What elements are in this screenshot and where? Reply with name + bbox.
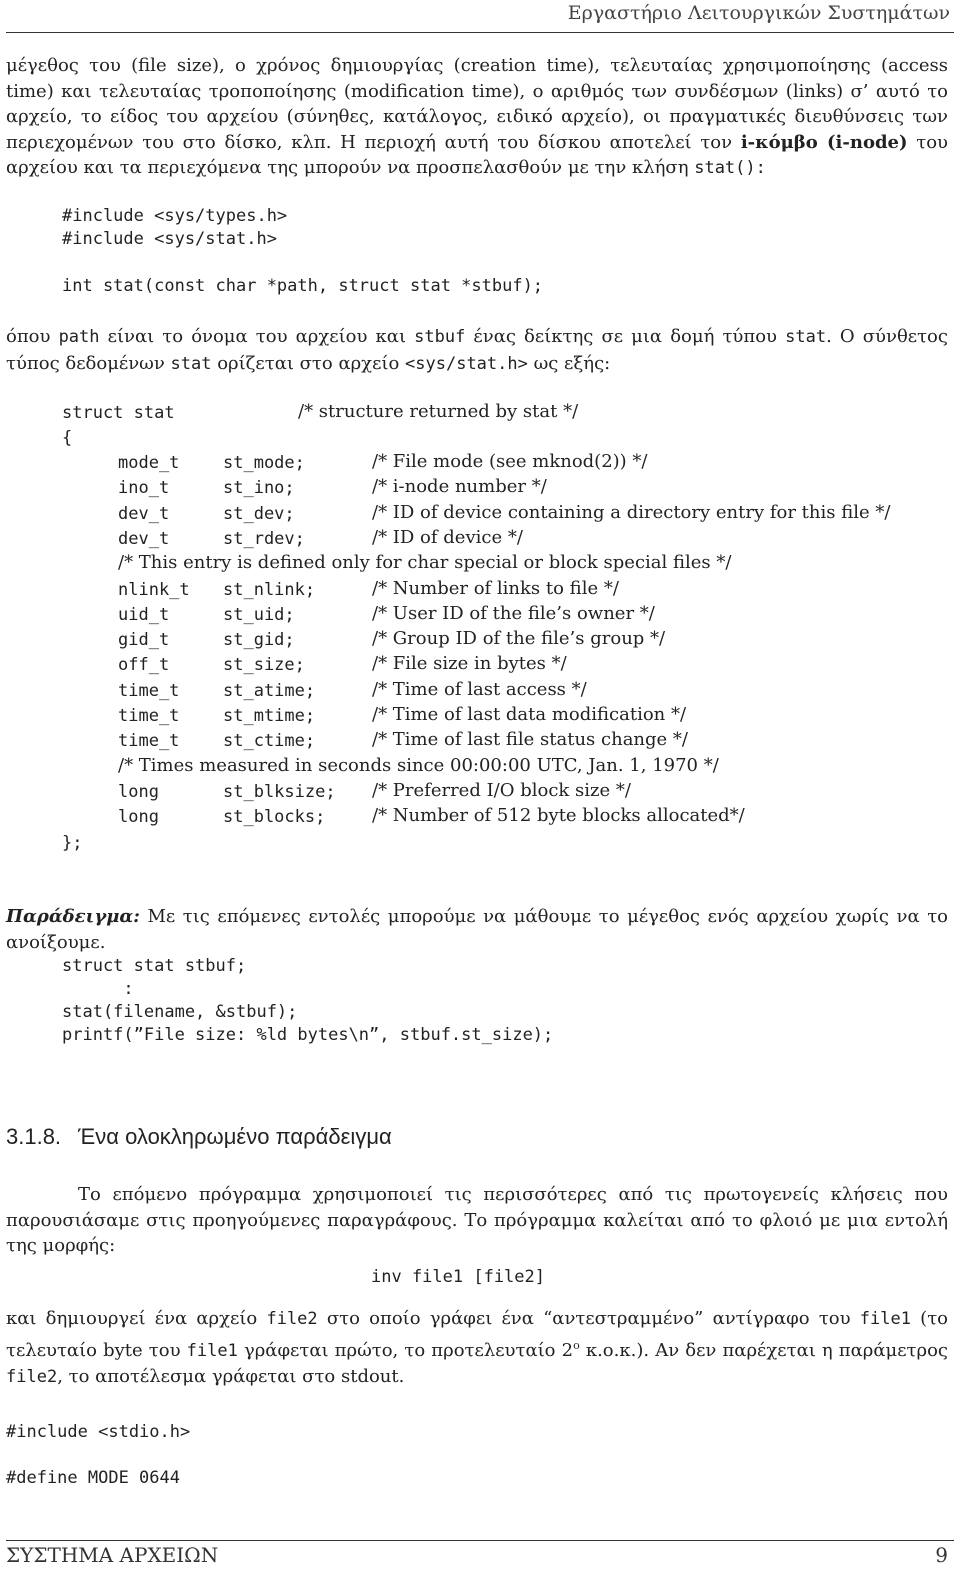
header-file: <sys/stat.h> [405,353,528,374]
example-label: Παράδειγμα: [6,906,140,927]
field-comment: /* ID of device */ [372,526,523,548]
field-comment: /* i-node number */ [372,476,547,498]
intro-text-2: του αρχείου και τα περιεχόμενα της μπορούν να προσπελασθούν με την κλήση [6,131,948,178]
field-name: st_rdev; [223,528,305,549]
field-comment: /* Preferred I/O block size */ [372,779,631,801]
field-type: off_t [118,655,170,676]
where-text: είναι το όνομα του αρχείου και [99,326,415,347]
field-type: mode_t [118,453,180,473]
intro-paragraph [6,53,948,182]
field-type: nlink_t [118,579,190,600]
file2-term: file2 [6,1367,58,1387]
inv-description-paragraph [6,1306,948,1391]
field-name: st_gid; [223,630,295,651]
struct-note: /* Times measured in seconds since 00:00:00 UTC, Jan. 1, 1970 */ [118,754,719,776]
intro-text-1: μέγεθος του (file size), ο χρόνος δημιουργίας (creation time), τελευταίας χρησιμοποίησης (access time) και τελευταίας τροποποίησης (modification time), ο αριθμός των συνδέσμων (links) σ’ αυτό το αρχείο, το είδος του αρχείου (σύνηθες, κατάλογος, ειδικό αρχείο), οι πραγματικές διευθύνσεις των περιεχομένων του στο δίσκο, κλπ. Η περιοχή αυτή του δίσκου αποτελεί τον [6,55,948,153]
file1-term: file1 [859,1309,911,1329]
field-type: time_t [118,731,180,752]
field-type: time_t [118,706,180,726]
section-heading [6,1124,392,1150]
section-title: Ένα ολοκληρωμένο παράδειγμα [78,1124,392,1149]
field-name: st_mtime; [223,706,316,726]
field-type: dev_t [118,528,170,549]
field-name: st_mode; [223,453,305,473]
stat-call: stat(): [694,158,766,178]
include-types: #include <sys/types.h> [62,206,288,226]
where-text: ένας δείκτης σε μια δομή τύπου [465,326,786,347]
command-line: inv file1 [file2] [371,1267,545,1287]
field-comment: /* File mode (see mknod(2)) */ [372,451,648,472]
struct-open: struct stat [62,403,175,423]
field-name: st_nlink; [223,579,316,600]
desc-text: στο οποίο γράφει ένα “αντεστραμμένο” αντίγραφο του [317,1308,860,1329]
field-type: dev_t [118,503,170,524]
footer-chapter: ΣΥΣΤΗΜΑ ΑΡΧΕΙΩΝ [6,1543,219,1567]
where-text: ορίζεται στο αρχείο [211,352,406,374]
field-comment: /* Group ID of the file’s group */ [372,628,666,650]
section-number: 3.1.8. [6,1124,62,1149]
field-type: time_t [118,680,180,701]
path-term: path [58,327,100,347]
field-name: st_ino; [223,478,295,499]
program-intro-paragraph: Το επόμενο πρόγραμμα χρησιμοποιεί τις περισσότερες από τις πρωτογενείς κλήσεις που παρουσιάσαμε στις προηγούμενες παραγράφους. Το πρόγραμμα καλείται από το φλοιό με μια εντολή της μορφής: [6,1184,948,1256]
field-name: st_atime; [223,680,316,701]
inode-term: i-κόμβο (i-node) [740,131,908,153]
ordinal-superscript: ο [573,1338,580,1352]
example-code-2: : [62,979,134,999]
example-text: Με τις επόμενες εντολές μπορούμε να μάθουμε το μέγεθος ενός αρχείου χωρίς να το ανοίξουμε. [6,906,948,953]
field-name: st_uid; [223,604,295,625]
field-type: gid_t [118,630,170,651]
field-comment: /* Time of last file status change */ [372,729,688,751]
define-mode: #define MODE 0644 [6,1468,180,1488]
field-comment: /* User ID of the file’s owner */ [372,602,655,624]
example-paragraph [6,904,948,955]
field-type: long [118,807,159,828]
where-text: όπου [6,326,59,347]
field-name: st_dev; [223,503,295,524]
stat-term: stat [170,353,212,374]
example-code-1: struct stat stbuf; [62,956,247,976]
desc-text: και δημιουργεί ένα αρχείο [6,1308,267,1329]
struct-note: /* This entry is defined only for char special or block special files */ [118,552,732,574]
footer-rule [6,1540,954,1541]
field-comment: /* Time of last data modification */ [372,704,687,725]
include-stdio: #include <stdio.h> [6,1422,191,1442]
file2-term: file2 [266,1309,318,1329]
desc-text: γράφεται πρώτο, το προτελευταίο 2 [237,1339,574,1361]
struct-brace-close: }; [62,833,83,853]
example-code-4: printf(”File size: %ld bytes\n”, stbuf.st_size); [62,1025,554,1045]
where-paragraph [6,324,948,377]
field-comment: /* Number of links to file */ [372,577,619,599]
desc-text: κ.ο.κ.). Αν δεν παρέχεται η παράμετρος [579,1339,949,1361]
example-code-3: stat(filename, &stbuf); [62,1002,298,1022]
running-header: Εργαστήριο Λειτουργικών Συστημάτων [567,2,950,24]
stat-prototype: int stat(const char *path, struct stat *stbuf); [62,276,544,296]
field-type: uid_t [118,604,170,625]
stbuf-term: stbuf [414,327,466,347]
field-name: st_size; [223,655,305,676]
field-type: ino_t [118,478,170,499]
where-text: . Ο σύνθετος τύπος δεδομένων [6,326,948,374]
include-stat: #include <sys/stat.h> [62,229,277,249]
file1-term: file1 [186,1340,238,1361]
desc-text: (το τελευταίο byte του [6,1308,948,1361]
field-comment: /* File size in bytes */ [372,653,567,675]
field-name: st_ctime; [223,731,316,752]
desc-text: , το αποτέλεσμα γράφεται στο stdout. [57,1366,405,1387]
field-type: long [118,781,159,802]
stat-term: stat [785,327,827,347]
where-text: ως εξής: [527,352,611,374]
field-comment: /* Time of last access */ [372,678,587,700]
field-comment: /* Number of 512 byte blocks allocated*/ [372,805,745,827]
field-name: st_blksize; [223,781,336,802]
page-number: 9 [935,1543,948,1567]
field-name: st_blocks; [223,807,326,828]
struct-open-comment: /* structure returned by stat */ [298,401,579,422]
struct-brace-open: { [62,428,73,448]
header-rule [6,32,954,33]
field-comment: /* ID of device containing a directory entry for this file */ [372,501,891,523]
